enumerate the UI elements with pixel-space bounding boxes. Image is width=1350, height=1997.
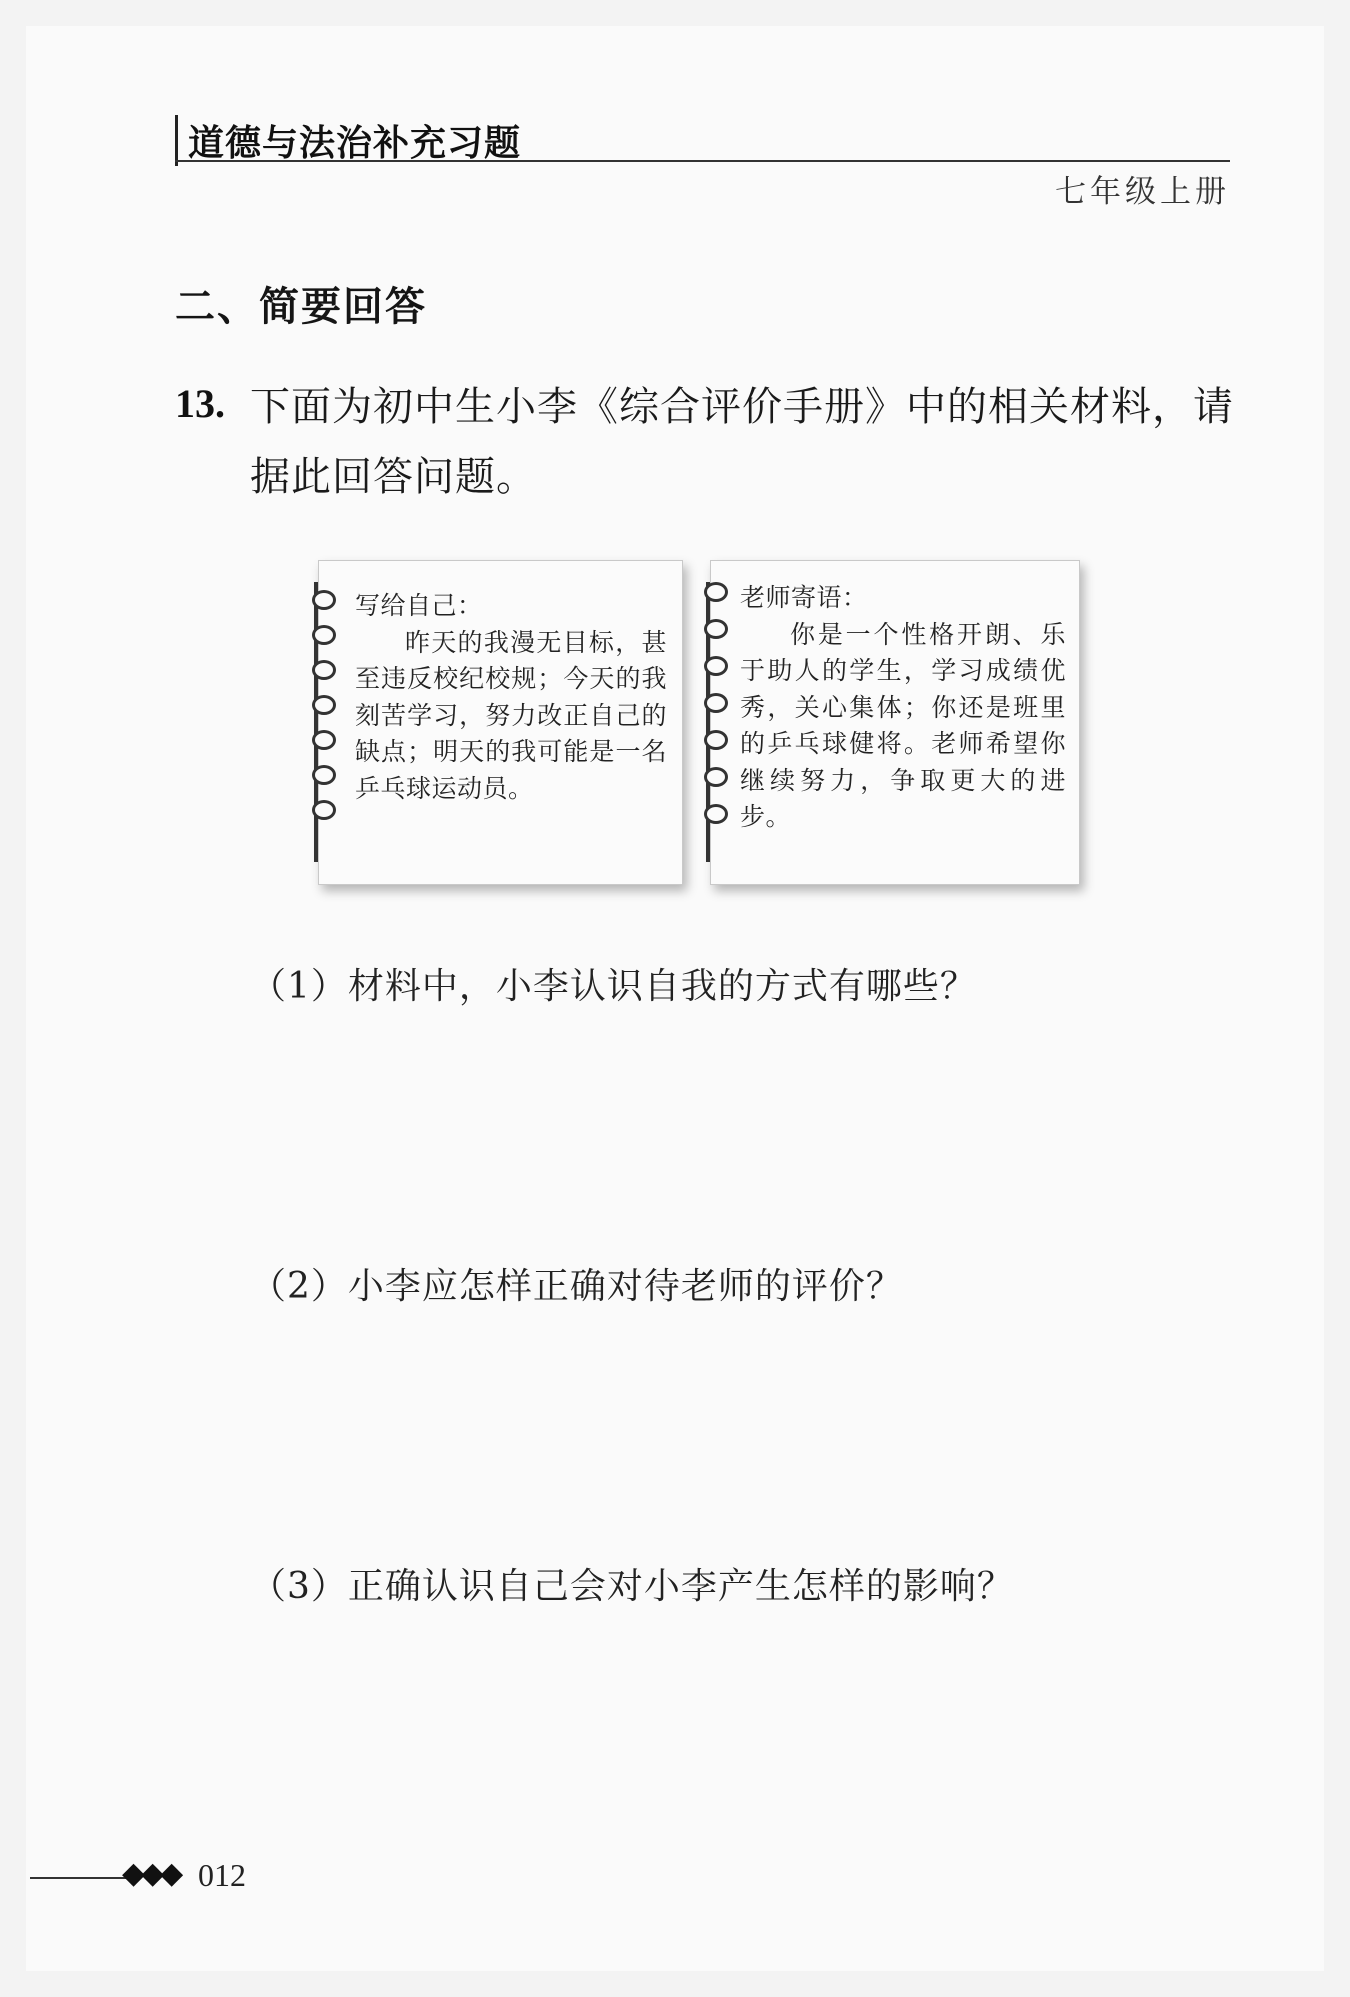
question-number: 13. [175,381,225,426]
notebook-spiral [706,582,736,862]
header-divider [175,160,1230,162]
ring-icon [312,660,336,680]
section-heading: 二、简要回答 [175,284,427,330]
diamond-icon: ◆◆◆ [122,1856,180,1891]
sub-question-3: （3）正确认识自己会对小李产生怎样的影响？ [250,1566,1014,1607]
footer-rule [30,1877,130,1879]
ring-icon [312,800,336,820]
material-card-self [318,560,683,885]
ring-icon [312,730,336,750]
ring-icon [704,619,728,639]
material-heading: 写给自己： [355,591,483,620]
ring-icon [312,590,336,610]
notebook-spiral [314,582,344,862]
ring-icon [312,695,336,715]
material-body: 你是一个性格开朗、乐于助人的学生，学习成绩优秀，关心集体；你还是班里的乒乓球健将。老师希望你继续努力，争取更大的进步。 [740,619,1066,831]
sub-question-2: （2）小李应怎样正确对待老师的评价？ [250,1266,903,1307]
book-title: 道德与法治补充习题 [175,115,521,166]
material-body: 昨天的我漫无目标，甚至违反校纪校规；今天的我刻苦学习，努力改正自己的缺点；明天的我可能是一名乒乓球运动员。 [355,627,667,803]
ring-icon [704,767,728,787]
page-number: 012 [198,1857,246,1893]
ring-icon [312,765,336,785]
question-stem: 下面为初中生小李《综合评价手册》中的相关材料，请据此回答问题。 [250,384,1234,500]
ring-icon [704,693,728,713]
sub-question-1: （1）材料中，小李认识自我的方式有哪些？ [250,966,977,1007]
ring-icon [704,730,728,750]
material-heading: 老师寄语： [740,583,868,612]
ring-icon [704,582,728,602]
grade-label: 七年级上册 [1055,174,1230,210]
ring-icon [312,625,336,645]
ring-icon [704,804,728,824]
material-card-teacher [710,560,1080,885]
ring-icon [704,656,728,676]
